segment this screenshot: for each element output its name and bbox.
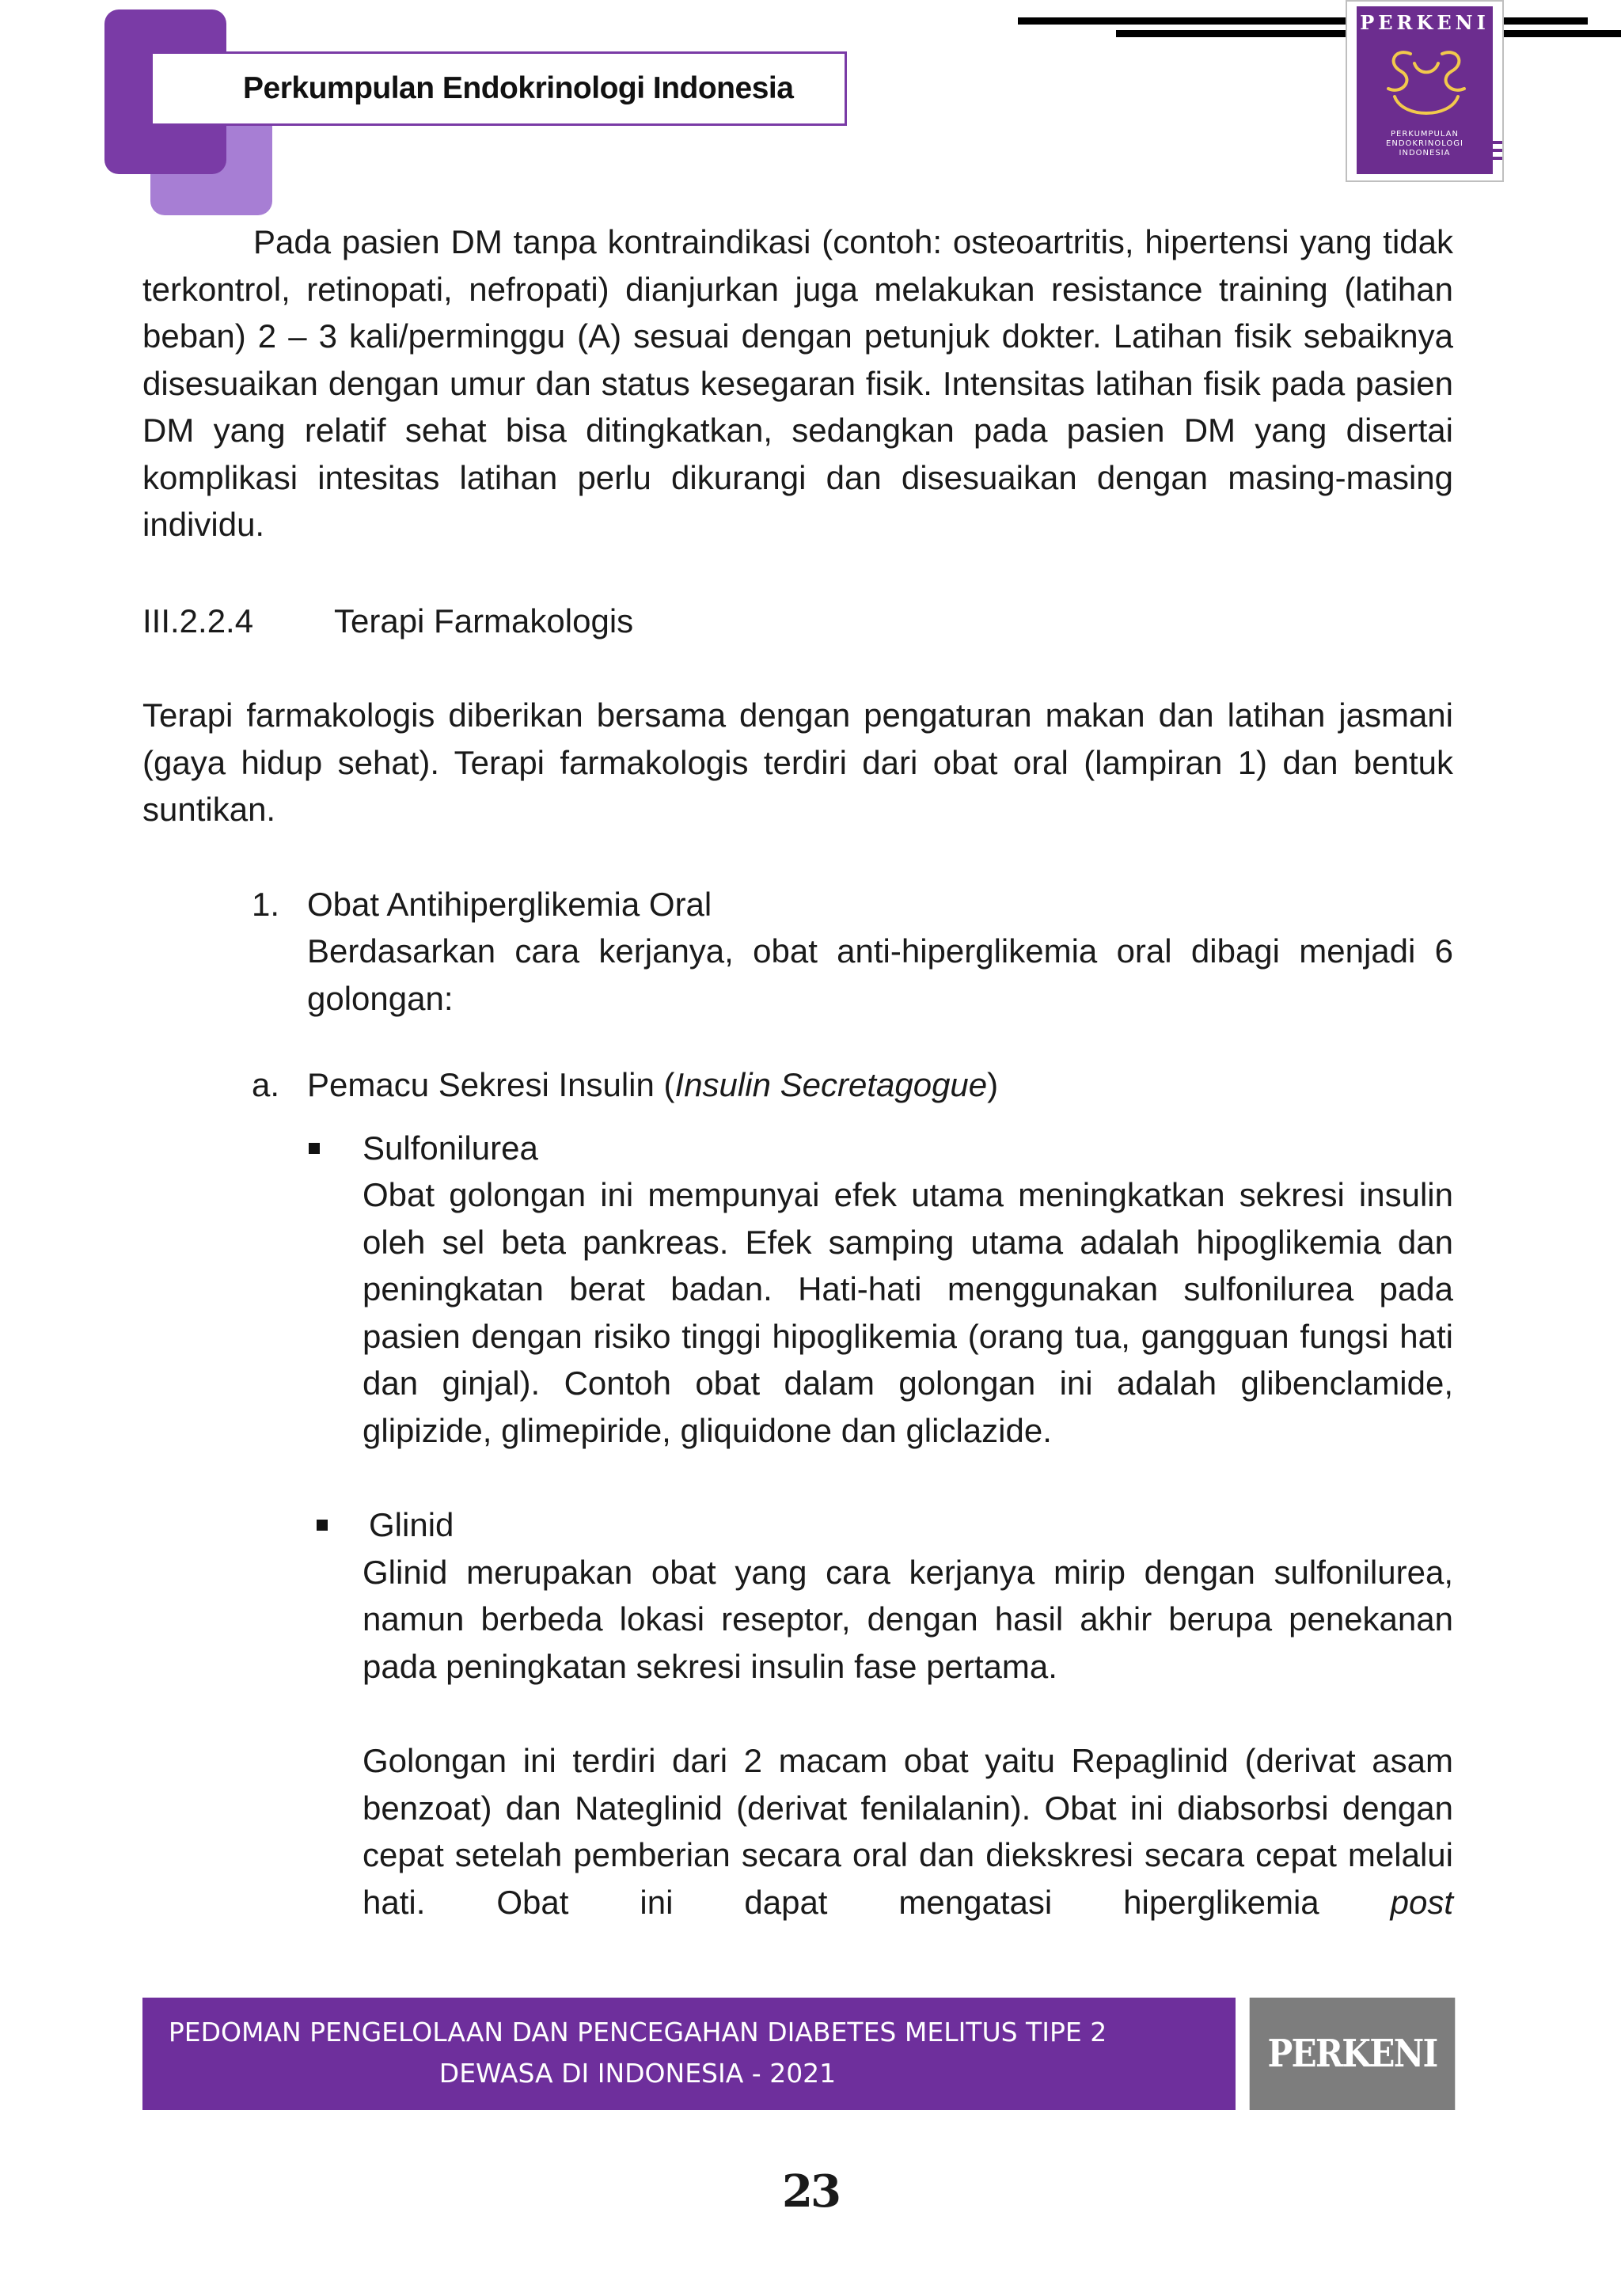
list-item-a bbox=[252, 1061, 1453, 1109]
list-item-a-text: Pemacu Sekresi Insulin ( bbox=[307, 1066, 675, 1103]
list-item-1 bbox=[252, 881, 1453, 1023]
bullet-text-continued bbox=[363, 1737, 1453, 1926]
paragraph-resistance-training: Pada pasien DM tanpa kontraindikasi (contoh: osteoartritis, hipertensi yang tidak terkontrol, retinopati, nefropati) dianjurkan juga melakukan resistance training (latihan beban) 2 – 3 kali/perminggu (A) sesuai dengan petunjuk dokter. Latihan fisik sebaiknya disesuaikan dengan umur dan status kesegaran fisik. Intensitas latihan fisik pada pasien DM yang relatif sehat bisa ditingkatkan, sedangkan pada pasien DM yang disertai komplikasi intesitas latihan perlu dikurangi dan disesuaikan dengan masing-masing individu. bbox=[142, 223, 1453, 543]
logo-stripe bbox=[1490, 141, 1502, 144]
logo-stripe bbox=[1490, 149, 1502, 152]
page-number: 23 bbox=[782, 2165, 839, 2218]
bullet-glinid bbox=[309, 1501, 1453, 1926]
list-marker: a. bbox=[252, 1066, 280, 1103]
footer-line-2: DEWASA DI INDONESIA - 2021 bbox=[438, 2058, 837, 2089]
list-marker: 1. bbox=[252, 885, 280, 923]
bullet-title: Glinid bbox=[369, 1506, 454, 1543]
section-number: III.2.2.4 bbox=[142, 602, 254, 639]
logo-top-text: PERKENI bbox=[1360, 11, 1490, 34]
page-content bbox=[142, 218, 1453, 1926]
logo-stripe bbox=[1490, 157, 1502, 160]
list-item-a-close: ) bbox=[987, 1066, 999, 1103]
bullet-text: Obat golongan ini mempunyai efek utama meningkatkan sekresi insulin oleh sel beta pankreas. Efek samping utama adalah hipoglikemia dan peningkatan berat badan. Hati-hati menggunakan sulfonilurea pada pasien dengan risiko tinggi hipoglikemia (orang tua, gangguan fungsi hati dan ginjal). Contoh obat dalam golongan ini adalah glibenclamide, glipizide, glimepiride, gliquidone dan gliclazide. bbox=[363, 1176, 1453, 1449]
perkeni-logo bbox=[1346, 0, 1504, 182]
footer-brand: PERKENI bbox=[1250, 1998, 1456, 2110]
page-footer bbox=[142, 1998, 1469, 2110]
header-title: Perkumpulan Endokrinologi Indonesia bbox=[243, 71, 794, 105]
bullet-sulfonilurea bbox=[309, 1125, 1453, 1455]
bullet-title: Sulfonilurea bbox=[363, 1129, 538, 1167]
bullet-text-italic: post bbox=[1390, 1883, 1453, 1921]
logo-emblem-icon bbox=[1371, 40, 1482, 127]
list-item-a-italic: Insulin Secretagogue bbox=[674, 1066, 988, 1103]
bullet-square-icon bbox=[309, 1501, 363, 1926]
header-title-box bbox=[150, 51, 847, 126]
footer-title-panel bbox=[142, 1998, 1236, 2110]
footer-line-1: PEDOMAN PENGELOLAAN DAN PENCEGAHAN DIABETES MELITUS TIPE 2 bbox=[168, 2017, 1107, 2047]
section-title: Terapi Farmakologis bbox=[334, 602, 634, 639]
list-item-title: Obat Antihiperglikemia Oral bbox=[307, 885, 712, 923]
paragraph-terapi-farmakologis: Terapi farmakologis diberikan bersama dengan pengaturan makan dan latihan jasmani (gaya hidup sehat). Terapi farmakologis terdiri dari obat oral (lampiran 1) dan bentuk suntikan. bbox=[142, 696, 1453, 828]
bullet-text-2: Golongan ini terdiri dari 2 macam obat yaitu Repaglinid (derivat asam benzoat) dan Nateglinid (derivat fenilalanin). Obat ini diabsorbsi dengan cepat setelah pemberian secara oral dan diekskresi secara cepat melalui hati. Obat ini dapat mengatasi hiperglikemia bbox=[363, 1742, 1453, 1921]
bullet-text: Glinid merupakan obat yang cara kerjanya mirip dengan sulfonilurea, namun berbeda lokasi reseptor, dengan hasil akhir berupa penekanan pada peningkatan sekresi insulin fase pertama. bbox=[363, 1553, 1453, 1685]
bullet-square-icon bbox=[309, 1125, 363, 1455]
list-item-text: Berdasarkan cara kerjanya, obat anti-hiperglikemia oral dibagi menjadi 6 golongan: bbox=[307, 932, 1453, 1017]
section-heading bbox=[142, 598, 1453, 645]
logo-bottom-text: PERKUMPULAN ENDOKRINOLOGI INDONESIA bbox=[1386, 130, 1463, 157]
logo-panel bbox=[1357, 6, 1493, 174]
